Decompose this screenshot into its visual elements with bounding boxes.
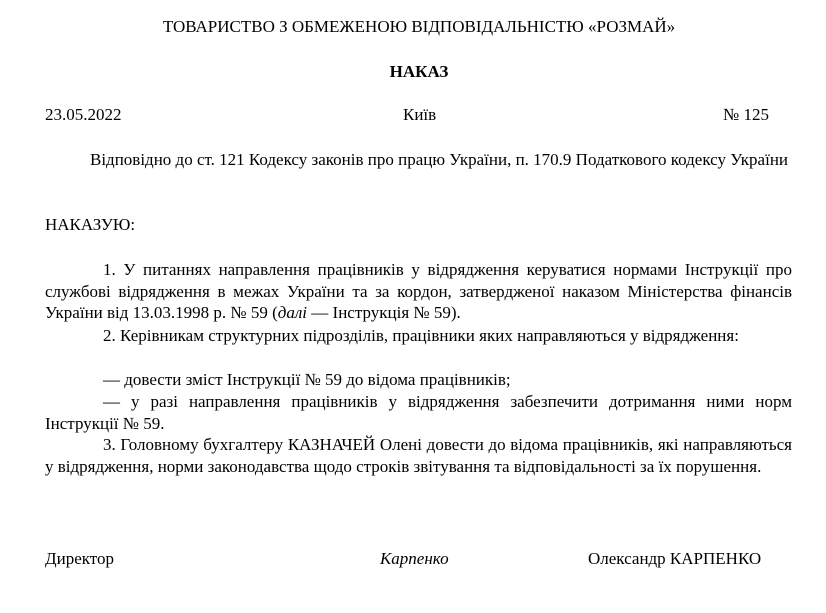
document-title: НАКАЗ: [389, 62, 449, 81]
intro-paragraph: Відповідно до ст. 121 Кодексу законів про працю України, п. 170.9 Податкового кодексу України: [90, 150, 789, 169]
organization-name: ТОВАРИСТВО З ОБМЕЖЕНОЮ ВІДПОВІДАЛЬНІСТЮ «РОЗМАЙ»: [162, 17, 676, 36]
signatory-name: Олександр КАРПЕНКО: [588, 549, 762, 568]
order-number: № 125: [723, 105, 769, 124]
order-item-3: 3. Головному бухгалтеру КАЗНАЧЕЙ Олені довести до відома працівників, які направляються у відрядження, норми законодавства щодо строків звітування та відповідальності за їх порушення.: [45, 435, 792, 476]
item-1-tail: — Інструкція № 59).: [307, 303, 461, 322]
order-item-2-dash-2: — у разі направлення працівників у відрядження забезпечити дотримання ними норм Інструкції № 59.: [45, 392, 792, 433]
order-city: Київ: [403, 105, 437, 124]
signature: Карпенко: [380, 549, 449, 568]
item-1-text: 1. У питаннях направлення працівників у відрядження керуватися нормами Інструкції про службові відрядження в межах України та за кордон, затвердженої наказом Міністерства фінансів України від 13.03.1998 р. № 59 (: [45, 260, 792, 322]
order-heading: НАКАЗУЮ:: [45, 215, 136, 234]
order-item-1: [45, 259, 792, 324]
order-date: 23.05.2022: [45, 105, 122, 124]
item-1-italic: далі: [277, 303, 308, 322]
signatory-position: Директор: [45, 549, 114, 568]
order-item-2: 2. Керівникам структурних підрозділів, працівники яких направляються у відрядження:: [103, 326, 739, 345]
order-item-2-dash-1: — довести зміст Інструкції № 59 до відома працівників;: [103, 370, 511, 389]
